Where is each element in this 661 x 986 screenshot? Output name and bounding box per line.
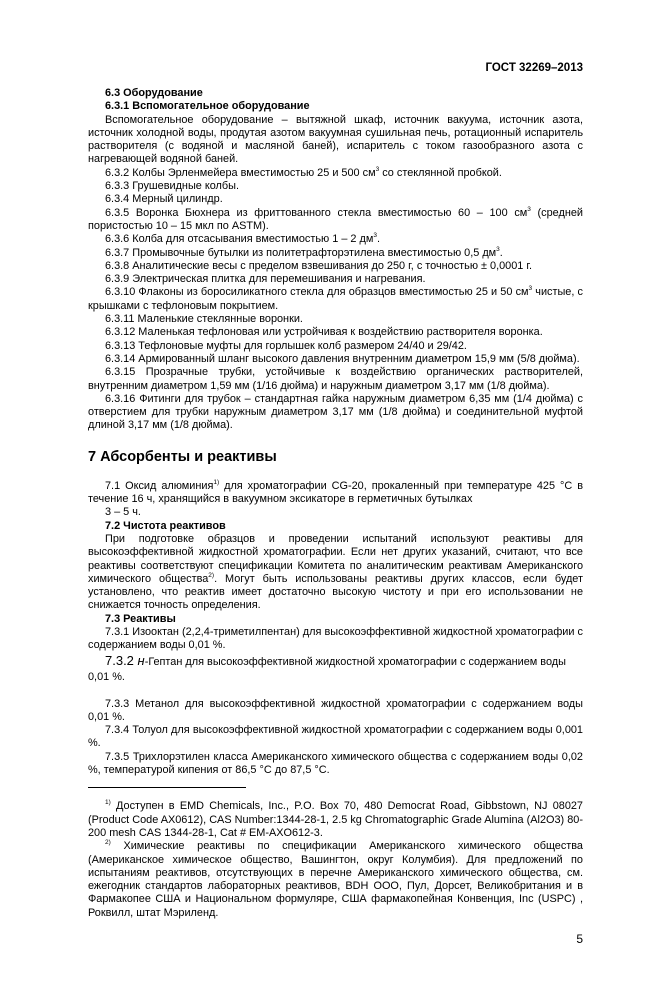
paragraph bbox=[88, 233, 583, 246]
paragraph: 3 – 5 ч. bbox=[105, 506, 141, 519]
superscript: 3 bbox=[496, 245, 500, 253]
spacer bbox=[88, 685, 583, 698]
text: . bbox=[376, 233, 380, 246]
subsection-heading: 7.2 Чистота реактивов bbox=[105, 519, 226, 532]
footnote bbox=[88, 800, 583, 840]
paragraph: 6.3.15 Прозрачные трубки, устойчивые к воздействию органических растворителей, внутренним диаметром 1,59 мм (1/16 дюйма) и наружным диаметром 3,17 мм (1/8 дюйма). bbox=[88, 366, 583, 392]
superscript: 3 bbox=[528, 285, 533, 293]
paragraph: 6.3.4 Мерный цилиндр. bbox=[105, 193, 223, 206]
text: 6.3.7 Промывочные бутылки из политетрафторэтилена вместимостью 0,5 дм bbox=[105, 246, 497, 259]
paragraph: Вспомогательное оборудование – вытяжной шкаф, источник вакуума, источник азота, источник холодной воды, продутая азотом вакуумная сушильная печь, ротационный испаритель растворителя (с водяной и масляной баней), испаритель с током газообразного азота с нагревающей водяной баней. bbox=[88, 113, 583, 166]
paragraph: 6.3.9 Электрическая плитка для перемешивания и нагревания. bbox=[105, 273, 426, 286]
text: При подготовке образцов и проведении испытаний используют реактивы для высокоэффективной жидкостной хроматографии. Если нет других указаний, считают, что все реактивы соответствуют спецификации Комитета по аналитическим реактивам Американского химического общества bbox=[88, 532, 583, 585]
paragraph: 7.3.4 Толуол для высокоэффективной жидкостной хроматографии с содержанием воды 0,001 %. bbox=[88, 724, 583, 750]
text: со стеклянной пробкой. bbox=[379, 166, 502, 179]
text: для хроматографии CG-20, прокаленный при температуре 425 °C в течение 16 ч, хранящийся в вакуумном эксикаторе в герметичных бутылках bbox=[88, 479, 583, 506]
paragraph: 6.3.8 Аналитические весы с пределом взвешивания до 250 г, с точностью ± 0,0001 г. bbox=[105, 259, 533, 272]
text: 6.3.2 Колбы Эрленмейера вместимостью 25 и 500 см bbox=[105, 166, 376, 179]
text: 6.3.5 Воронка Бюхнера из фриттованного стекла вместимостью 60 – 100 см bbox=[105, 206, 528, 219]
paragraph: 6.3.14 Армированный шланг высокого давления внутренним диаметром 15,9 мм (5/8 дюйма). bbox=[105, 352, 580, 365]
paragraph: 6.3.12 Маленькая тефлоновая или устройчивая к воздействию растворителя воронка. bbox=[105, 326, 543, 339]
footnotes bbox=[88, 800, 583, 920]
section-heading: 6.3 Оборудование bbox=[105, 87, 203, 99]
paragraph: 6.3.11 Маленькие стеклянные воронки. bbox=[105, 313, 303, 326]
section-heading: 7 Абсорбенты и реактивы bbox=[88, 448, 277, 465]
text: н bbox=[137, 652, 145, 668]
paragraph bbox=[88, 480, 583, 507]
paragraph bbox=[88, 533, 583, 613]
subsection-heading: 7.3 Реактивы bbox=[105, 612, 176, 625]
superscript: 3 bbox=[527, 205, 531, 213]
text: чистые, с крышками с тефлоновым покрытием. bbox=[88, 286, 583, 312]
text: 7.1 Оксид алюминия bbox=[105, 479, 214, 492]
text: . Могут быть использованы реактивы других классов, если будет установлено, что реактив имеет достаточно высокую чистоту и при его использовании не снижается точность определения. bbox=[88, 572, 583, 612]
paragraph bbox=[88, 207, 583, 234]
paragraph: 6.3.3 Грушевидные колбы. bbox=[105, 180, 240, 193]
paragraph bbox=[88, 653, 583, 685]
page-number: 5 bbox=[576, 932, 583, 947]
paragraph: 7.3.1 Изооктан (2,2,4-триметилпентан) для высокоэффективной жидкостной хроматографии с содержанием воды 0,01 %. bbox=[88, 625, 583, 652]
document-code: ГОСТ 32269–2013 bbox=[485, 62, 583, 74]
text: -Гептан для высокоэффективной жидкостной хроматографии с содержанием воды 0,01 %. bbox=[88, 655, 566, 683]
text: Химические реактивы по спецификации Американского химического общества (Американское химическое общество, Вашингтон, округ Колумбия). Для предложений по испытаниям реактивов, отсутствующих в перечне Американского химического общества, см. ежегодник стандартов лабораторных реактивов, BDH ООО, Пул, Дорсет, Великобритания и в Фармакопее США и Национальном формуляре, США фармакопейная Конвенция, Inc (USPC) , Роквилл, штат Мэриленд. bbox=[88, 840, 583, 919]
paragraph bbox=[88, 286, 583, 313]
main-text bbox=[88, 87, 583, 777]
text: (средней пористостью 10 – 15 мкл по ASTM). bbox=[88, 206, 583, 232]
subsection-heading: 6.3.1 Вспомогательное оборудование bbox=[105, 100, 310, 113]
paragraph: 6.3.13 Тефлоновые муфты для горлышек колб размером 24/40 и 29/42. bbox=[105, 339, 467, 352]
paragraph bbox=[88, 167, 583, 180]
superscript: 3 bbox=[373, 232, 377, 240]
paragraph: 7.3.5 Трихлорэтилен класса Американского химического общества с содержанием воды 0,02 %, температурой кипения от 86,5 °C до 87,5 °C. bbox=[88, 750, 583, 777]
paragraph bbox=[88, 247, 583, 260]
footnote bbox=[88, 840, 583, 920]
text: . bbox=[499, 246, 503, 259]
paragraph: 7.3.3 Метанол для высокоэффективной жидкостной хроматографии с содержанием воды 0,01 %. bbox=[88, 697, 583, 723]
footnote-rule bbox=[88, 787, 246, 788]
superscript: 3 bbox=[375, 165, 380, 173]
text: Доступен в EMD Chemicals, Inc., P.O. Box 70, 480 Democrat Road, Gibbstown, NJ 08027 (Product Code AX0612), CAS Number:1344-28-1, 2.5 kg Chromatographic Grade Alumina (Al2O3) 80-200 mesh CAS 1344-28-1, Cat # EM-AXO612-3. bbox=[88, 800, 583, 839]
footnote-mark: 2) bbox=[105, 839, 111, 847]
footnote-mark: 1) bbox=[105, 799, 111, 807]
footnote-ref: 1) bbox=[213, 478, 220, 486]
text: 6.3.6 Колба для отсасывания вместимостью 1 – 2 дм bbox=[105, 233, 374, 246]
paragraph: 6.3.16 Фитинги для трубок – стандартная гайка наружным диаметром 6,35 мм (1/4 дюйма) с отверстием для трубки наружным диаметром 3,17 мм (1/8 дюйма) и соединительной муфтой длиной 3,17 мм (1/8 дюйма). bbox=[88, 392, 583, 432]
footnote-ref: 2) bbox=[208, 571, 215, 579]
text: 6.3.10 Флаконы из боросиликатного стекла для образцов вместимостью 25 и 50 см bbox=[105, 286, 529, 299]
text: 7.3.2 bbox=[105, 652, 138, 668]
